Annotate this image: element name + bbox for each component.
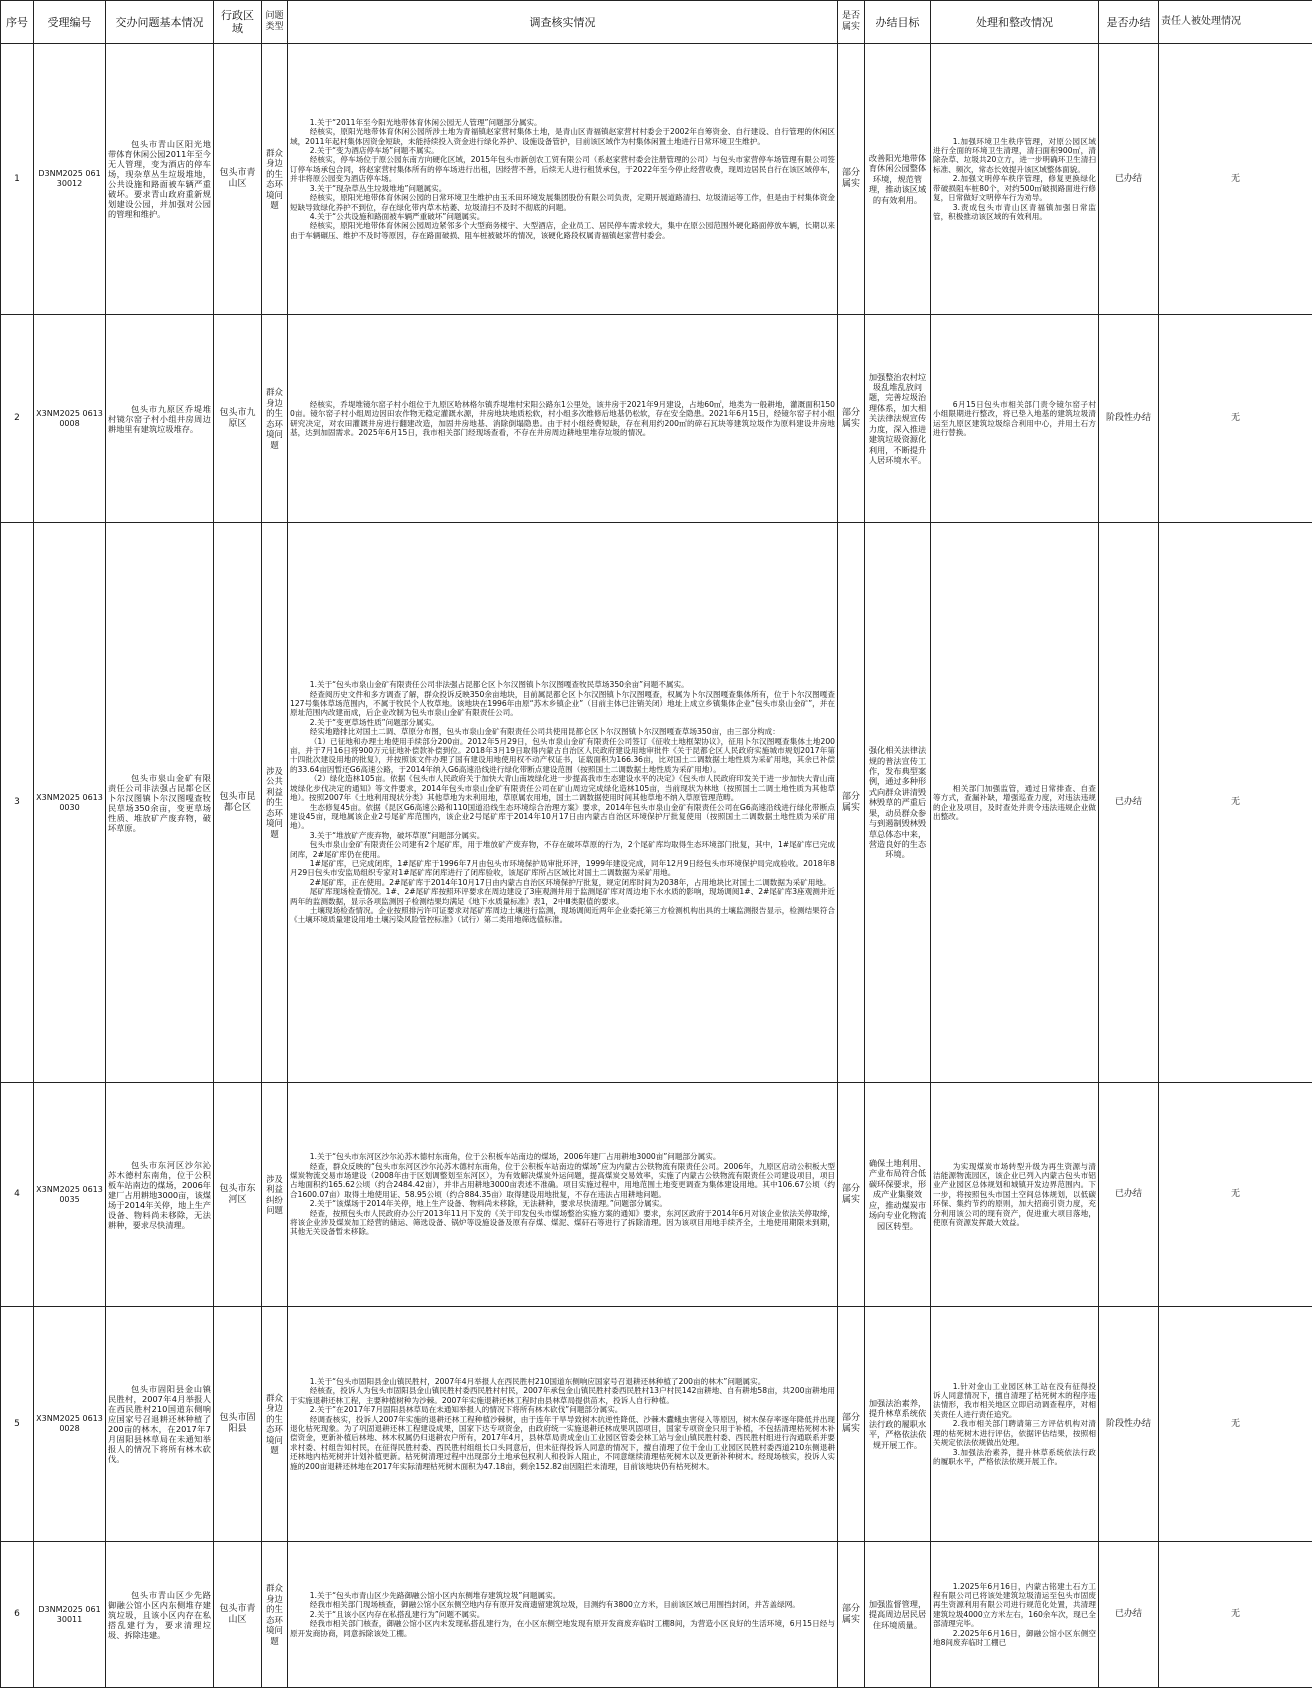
case-investigation-paragraph: 经我市相关部门现场核查，御融公馆小区东侧空地内存有原开发商遗留建筑垃圾，目测约有3800立方米，目前该区域已用围挡封闭，并苫盖绿网。 bbox=[290, 1600, 835, 1609]
case-factual: 部分属实 bbox=[838, 523, 865, 1083]
row-number: 2 bbox=[1, 315, 34, 523]
case-summary: 包头市青山区阳光地带体育休闲公园2011年至今无人管理，变为酒店的停车场，现杂草丛生垃圾堆地，公共设施和路面被车辆严重破坏。要求青山政府重新规划建设公园，并加强对公园的管理和维护。 bbox=[106, 44, 214, 315]
case-target: 加强整治农村垃圾乱堆乱放问题，完善垃圾治理体系，加大相关法律法规宣传力度，深入推进建筑垃圾资源化利用，不断提升人居环境水平。 bbox=[865, 315, 931, 523]
case-punished: 无 bbox=[1159, 44, 1312, 315]
case-concluded: 已办结 bbox=[1099, 44, 1159, 315]
case-investigation-paragraph: 4.关于“公共设施和路面被车辆严重破坏”问题属实。 bbox=[290, 212, 835, 221]
case-investigation-paragraph: 3.关于“堆放矿产废弃物，破坏草原”问题部分属实。 bbox=[290, 831, 835, 840]
case-investigation bbox=[288, 1083, 838, 1307]
case-factual: 部分属实 bbox=[838, 44, 865, 315]
case-target: 强化相关法律法规的普法宣传工作，发布典型案例，通过多种形式向群众讲清毁林毁草的严重后果，动员群众参与到遏制毁林毁草总体态中来，营造良好的生态环境。 bbox=[865, 523, 931, 1083]
table-row bbox=[1, 1083, 1312, 1307]
case-investigation-paragraph: 1.关于“包头市固阳县金山镇民胜村，2007年4月举报人在西民胜村210国道东侧响应国家号召退耕还林种植了200亩的林木”问题属实。 bbox=[290, 1377, 835, 1386]
header-category: 问题类型 bbox=[262, 1, 288, 44]
case-category: 群众身边的生态环境问题 bbox=[262, 315, 288, 523]
case-result bbox=[931, 523, 1099, 1083]
row-number: 6 bbox=[1, 1542, 34, 1688]
case-concluded: 阶段性办结 bbox=[1099, 1307, 1159, 1542]
case-region: 包头市固阳县 bbox=[214, 1307, 262, 1542]
case-investigation bbox=[288, 1307, 838, 1542]
case-summary: 包头市东河区沙尔沁苏木德村东南角，位于公积板车站南边的煤场，2006年建厂占用耕地3000亩，该煤场于2014年关停，地上生产设备、物料尚未移除，无法耕种，要求尽快清理。 bbox=[106, 1083, 214, 1307]
case-investigation-paragraph: 2.关于“变更草场性质”问题部分属实。 bbox=[290, 718, 835, 727]
case-summary: 包头市青山区少先路御融公馆小区内东侧堆存建筑垃圾，且该小区内存在私搭乱建行为，要求清理垃圾、拆除违建。 bbox=[106, 1542, 214, 1688]
case-investigation-paragraph: 1.关于“包头市泉山金矿有限责任公司非法强占昆都仑区卜尔汉图镇卜尔汉图嘎查牧民草场350余亩”问题不属实。 bbox=[290, 680, 835, 689]
case-result-paragraph: 6月15日包头市相关部门责令镜尔窑子村小组限期进行整改，将已垫入地基的建筑垃圾清运至九原区建筑垃圾综合利用中心，并用土石方进行替换。 bbox=[933, 400, 1096, 438]
case-result-paragraph: 1.针对金山工业园区林工站在没有征得投诉人同意情况下，擅自清理了枯死树木的程序违法情形，我市相关地区立即启动调查程序，对相关责任人进行责任追究。 bbox=[933, 1382, 1096, 1420]
case-result-paragraph: 2.加强文明停车秩序管理，修复更换绿化带破损阻车桩80个，对约500㎡破损路面进行修复，日常做好文明停车行为劝导。 bbox=[933, 174, 1096, 202]
case-investigation bbox=[288, 44, 838, 315]
case-investigation-paragraph: 经核实，原阳光地带体育休闲公园的日常环境卫生维护由玉禾田环境发展集团股份有限公司负责，定期开展道路清扫、垃圾清运等工作，但是由于村集体资金短缺导致绿化养护不到位，存在绿化带内草木枯萎、垃圾清扫不及时不彻底的问题。 bbox=[290, 193, 835, 212]
header-row bbox=[1, 1, 1312, 44]
case-investigation-paragraph: 经查，群众反映的“包头市东河区沙尔沁苏木德村东南角，位于公积板车站南边的煤场”应为内蒙古公铁物流有限责任公司。2006年，九原区启动公积板大型煤炭物流交易市场建设（2008年由于区划调整划至东河区），为有效解决煤炭外运问题，提高煤炭交易效率，实施了内蒙古公铁物流有限责任公司建设项目，项目占地面积约165.62公顷（约合2484.42亩），并非占用耕地3000亩表述不准确。项目实施过程中，用地范围土地变更调查为集体建设用地。其中106.67公顷（约合1600.07亩）取得土地使用证、58.95公顷（约合884.35亩）取得建设用地批复，不存在违法占用耕地问题。 bbox=[290, 1162, 835, 1200]
case-punished: 无 bbox=[1159, 1307, 1312, 1542]
case-result bbox=[931, 1083, 1099, 1307]
case-code: D3NM2025 06130012 bbox=[34, 44, 106, 315]
case-target: 加强法治素养，提升林草系统依法行政的履职水平，严格依法依规开展工作。 bbox=[865, 1307, 931, 1542]
case-investigation-paragraph: 1.关于“包头市东河区沙尔沁苏木德村东南角，位于公积板车站南边的煤场，2006年建厂占用耕地3000亩”问题部分属实。 bbox=[290, 1152, 835, 1161]
row-number: 3 bbox=[1, 523, 34, 1083]
case-category: 涉及利益纠纷问题 bbox=[262, 1083, 288, 1307]
row-number: 4 bbox=[1, 1083, 34, 1307]
case-result-paragraph: 2.我市相关部门聘请第三方评估机构对清理的枯死树木进行评估，依据评估结果，按照相关规定依法依规做出处理。 bbox=[933, 1419, 1096, 1447]
case-investigation-paragraph: 尾矿库现场检查情况。1#、2#尾矿库按照环评要求在周边建设了3座观测井用于监测尾矿库对周边地下水水质的影响，现场调阅1#、2#尾矿库3座观测井近两年的监测数据，显示各项监测因子检测结果均满足《地下水质量标准》表1，2中Ⅲ类限值的要求。 bbox=[290, 887, 835, 906]
case-result-paragraph: 2.2025年6月16日，御融公馆小区东侧空地8间废弃临时工棚已 bbox=[933, 1629, 1096, 1648]
case-result-paragraph: 3.责成包头市青山区青福镇加强日常监管，积极推动该区域的有效利用。 bbox=[933, 203, 1096, 222]
case-concluded: 阶段性办结 bbox=[1099, 315, 1159, 523]
case-investigation-paragraph: （1）已征地和办理土地使用手续部分200亩。2012年5月29日，包头市泉山金矿有限责任公司签订《征收土地框架协议》，征用卜尔汉图嘎查集体土地200亩，并于7月16日将900万元征地补偿款补偿到位。2018年3月19日取得内蒙古自治区人民政府建设用地审批件《关于昆都仑区人民政府实施城市规划2017年第十四批次建设用地的批复》，并按照该文件办理了国有建设用地使用权不动产权证书，证载面积为166.36亩，比对国土二调数据土地性质为采矿用地，其余已补偿的33.64亩因暂还G6高速公路，于2014年纳入G6高速沿线进行绿化带断点建设范围（按照国土二调数据土地性质为采矿用地）。 bbox=[290, 737, 835, 775]
header-region: 行政区域 bbox=[214, 1, 262, 44]
case-category: 群众身边的生态环境问题 bbox=[262, 1307, 288, 1542]
case-concluded: 已办结 bbox=[1099, 1542, 1159, 1688]
case-concluded: 已办结 bbox=[1099, 1083, 1159, 1307]
case-investigation-paragraph: 经调查核实，投诉人2007年实施的退耕还林工程种植沙棘树，由于连年干旱导致树木抗逆性降低、沙棘木蠹蛾虫害侵入等原因，树木保存率逐年降低并出现退化枯死现象。为了巩固退耕还林工程建设成果，国家下达专项资金，由政府统一实施退耕还林成果巩固项目，国家专项资金只用于补植，不包括清理枯死树木补偿资金，更新补植后林地、林木权属仍归退耕农户所有，2017年4月，县林草局责成金山工业园区管委会林工站与金山镇民胜村委、西民胜村组进行沟通联系并要求村委、村组告知村民，在征得民胜村委、西民胜村组组长口头同意后，但未征得投诉人同意的情况下，擅自清理了位于金山工业园区民胜村委西道210东侧退耕还林地内枯死树并计划补植更新。枯死树清理过程中出现部分土地承包权利人和投诉人阻止，不同意继续清理枯死树木以及更新补种树木。经现场核实，投诉人实施的200亩退耕还林地在2017年实际清理枯死树木面积为47.18亩，剩余152.82亩因阻拦未清理，目前该地块仍有枯死树木。 bbox=[290, 1415, 835, 1471]
case-investigation-paragraph: 经核实，停车场位于原公园东南方向硬化区域，2015年包头市新创农工贸有限公司（系赵家营村委会注册管理的公司）与包头市家营停车场管理有限公司签订停车场承包合同，将赵家营村集体所有的停车场进行出租，因经营不善，后续无人进行租赁承包，于2022年至今停止经营收费，现周边居民自行在该区域停车，并非将原公园变为酒店停车场。 bbox=[290, 155, 835, 183]
case-category: 群众身边的生态环境问题 bbox=[262, 1542, 288, 1688]
case-factual: 部分属实 bbox=[838, 1542, 865, 1688]
case-code: X3NM2025 06130008 bbox=[34, 315, 106, 523]
case-punished: 无 bbox=[1159, 1542, 1312, 1688]
case-investigation-paragraph: 1.关于“2011年至今阳光地带体育休闲公园无人管理”问题部分属实。 bbox=[290, 118, 835, 127]
row-number: 5 bbox=[1, 1307, 34, 1542]
case-code: D3NM2025 06130011 bbox=[34, 1542, 106, 1688]
case-result bbox=[931, 1307, 1099, 1542]
case-investigation-paragraph: 经我市相关部门核查，御融公馆小区内未发现私搭乱建行为，在小区东侧空地发现有原开发商废弃临时工棚8间，为营造小区良好的生活环境，6月15日经与原开发商协商，同意拆除该处工棚。 bbox=[290, 1619, 835, 1638]
case-result bbox=[931, 44, 1099, 315]
case-result-paragraph: 1.2025年6月16日，内蒙古铭建土石方工程有限公司已将该处建筑垃圾清运至包头市固废再生资源利用有限公司进行规范化处置，共清理建筑垃圾4000立方米左右，160余车次，现已全部清理完毕。 bbox=[933, 1582, 1096, 1629]
table-row bbox=[1, 44, 1312, 315]
case-punished: 无 bbox=[1159, 523, 1312, 1083]
table-row bbox=[1, 523, 1312, 1083]
case-concluded: 已办结 bbox=[1099, 523, 1159, 1083]
case-investigation-paragraph: 2#尾矿库，正在使用。2#尾矿库于2014年10月17日由内蒙古自治区环境保护厅批复，规定闭库时间为2038年，占用地块比对国土二调数据为采矿用地。 bbox=[290, 878, 835, 887]
case-investigation-paragraph: 经核查，投诉人为包头市固阳县金山镇民胜村委西民胜村村民，2007年承包金山镇民胜村委西民胜村13户村民142亩耕地、自有耕地58亩，共200亩耕地用于实施退耕还林工程，主要种植树种为沙棘。2007年实施退耕还林工程时由县林草局提供苗木，投诉人自行种植。 bbox=[290, 1386, 835, 1405]
case-target: 改善阳光地带体育休闲公园整体环境，规范管理，推动该区域的有效利用。 bbox=[865, 44, 931, 315]
case-investigation-paragraph: 2.关于“在2017年7月固阳县林草局在未通知举报人的情况下将所有林木砍伐”问题部分属实。 bbox=[290, 1405, 835, 1414]
case-result-paragraph: 相关部门加强监管，通过日常排查、自查等方式，查漏补缺，增强巡查力度，对违法违规的企业及项目，及时查处并责令违法违规企业做出整改。 bbox=[933, 784, 1096, 822]
case-investigation-paragraph: 2.关于“变为酒店停车场”问题不属实。 bbox=[290, 146, 835, 155]
case-summary: 包头市泉山金矿有限责任公司非法强占昆都仑区卜尔汉图镇卜尔汉图嘎查牧民草场350余亩，变更草场性质、堆放矿产废弃物，破坏草原。 bbox=[106, 523, 214, 1083]
case-investigation-paragraph: 1.关于“包头市青山区少先路御融公馆小区内东侧堆存建筑垃圾”问题属实。 bbox=[290, 1591, 835, 1600]
case-investigation bbox=[288, 523, 838, 1083]
case-region: 包头市青山区 bbox=[214, 1542, 262, 1688]
case-code: X3NM2025 06130028 bbox=[34, 1307, 106, 1542]
case-result-paragraph: 1.加强环境卫生秩序管理，对原公园区域进行全面的环境卫生清理，清扫面积900㎡，清除杂草、垃圾共20立方，进一步明确环卫生清扫标准、频次，常态长效提升该区域整体面貌。 bbox=[933, 137, 1096, 175]
case-category: 涉及公共利益的生态环境问题 bbox=[262, 523, 288, 1083]
case-investigation-paragraph: 包头市泉山金矿有限责任公司建有2个尾矿库，用于堆放矿产废弃物，不存在破坏草原的行为，2个尾矿库均取得生态环境部门批复，其中，1#尾矿库已完成闭库，2#尾矿库仍在使用。 bbox=[290, 840, 835, 859]
case-factual: 部分属实 bbox=[838, 1307, 865, 1542]
case-region: 包头市昆都仑区 bbox=[214, 523, 262, 1083]
case-category: 群众身边的生态环境问题 bbox=[262, 44, 288, 315]
case-investigation-paragraph: （2）绿化造林105亩。依据《包头市人民政府关于加快大青山南坡绿化进一步提高我市生态建设水平的决定》《包头市人民政府印发关于进一步加快大青山南坡绿化步伐决定的通知》等文件要求，2014年包头市泉山金矿有限责任公司在矿山周边完成绿化造林105亩，当前现状为林地（按照国土二调土地性质为其他草地）。按照2007年《土地利用现状分类》其他草地为未利用地，草原属农用地，国土二调数据使用时间其他草地不纳入草原管理范畴。 bbox=[290, 774, 835, 802]
case-code: X3NM2025 06130035 bbox=[34, 1083, 106, 1307]
case-punished: 无 bbox=[1159, 1083, 1312, 1307]
case-investigation-paragraph: 3.关于“现杂草丛生垃圾堆地”问题属实。 bbox=[290, 184, 835, 193]
case-result bbox=[931, 315, 1099, 523]
case-result bbox=[931, 1542, 1099, 1688]
case-target: 确保土地利用、产业布局符合低碳环保要求，形成产业集聚效应，推动煤炭市场向专业化物流园区转型。 bbox=[865, 1083, 931, 1307]
case-summary: 包头市九原区乔堤堆村镜尔窑子村小组井房周边耕地里有建筑垃圾堆存。 bbox=[106, 315, 214, 523]
header-no: 序号 bbox=[1, 1, 34, 44]
header-investigation: 调查核实情况 bbox=[288, 1, 838, 44]
header-summary: 交办问题基本情况 bbox=[106, 1, 214, 44]
table-row bbox=[1, 1542, 1312, 1688]
header-concluded: 是否办结 bbox=[1099, 1, 1159, 44]
case-investigation bbox=[288, 315, 838, 523]
row-number: 1 bbox=[1, 44, 34, 315]
header-code: 受理编号 bbox=[34, 1, 106, 44]
case-investigation-paragraph: 2.关于“该煤场于2014年关停，地上生产设备、物料尚未移除，无法耕种，要求尽快清理。”问题部分属实。 bbox=[290, 1199, 835, 1208]
case-investigation bbox=[288, 1542, 838, 1688]
case-summary: 包头市固阳县金山镇民胜村，2007年4月举报人在西民胜村210国道东侧响应国家号召退耕还林种植了200亩的林木，在2017年7月固阳县林草局在未通知举报人的情况下将所有林木砍伐。 bbox=[106, 1307, 214, 1542]
case-investigation-paragraph: 2.关于“且该小区内存在私搭乱建行为”问题不属实。 bbox=[290, 1610, 835, 1619]
case-investigation-paragraph: 1#尾矿库，已完成闭库，1#尾矿库于1996年7月由包头市环境保护局审批环评，1999年建设完成，同年12月9日经包头市环境保护局完成验收。2018年8月29日包头市安监局组织专家对1#尾矿库闭库进行了闭库验收，该尾矿库所占区域比对国土二调数据为采矿用地。 bbox=[290, 859, 835, 878]
case-result-paragraph: 为实现煤炭市场转型升级为再生资源与清洁能源物流园区，该企业已列入内蒙古包头市铝业产业园区总体规划和城镇开发边界范围内。下一步，将按照包头市国土空间总体规划，以低碳环保、集约节约的原则，加大招商引资力度，充分利用该公司的现有资产，促进重大项目落地，使原有资源发挥最大效益。 bbox=[933, 1162, 1096, 1228]
case-factual: 部分属实 bbox=[838, 1083, 865, 1307]
case-investigation-paragraph: 生态修复45亩。依据《昆区G6高速公路和110国道沿线生态环境综合治理方案》要求，2014年包头市泉山金矿有限责任公司在G6高速沿线进行绿化带断点建设45亩，现地属该企业2号尾矿库范围内，该企业2号尾矿库于2014年10月17日由内蒙古自治区环境保护厅批复使用（按照国土二调数据土地性质为采矿用地）。 bbox=[290, 803, 835, 831]
header-target: 办结目标 bbox=[865, 1, 931, 44]
header-punished: 责任人被处理情况 bbox=[1159, 1, 1312, 44]
case-investigation-paragraph: 经实地踏排比对国土二调、草原分布图，包头市泉山金矿有限责任公司共使用昆都仑区卜尔汉图镇卜尔汉图嘎查草场350亩，由三部分构成： bbox=[290, 727, 835, 736]
case-factual: 部分属实 bbox=[838, 315, 865, 523]
case-target: 加强监督管理，提高周边居民居住环境质量。 bbox=[865, 1542, 931, 1688]
case-code: X3NM2025 06130030 bbox=[34, 523, 106, 1083]
table-row bbox=[1, 315, 1312, 523]
case-investigation-paragraph: 经查阅历史文件和多方调查了解，群众投诉反映350余亩地块，目前属昆都仑区卜尔汉图镇卜尔汉图嘎查，权属为卜尔汉图嘎查集体所有，位于卜尔汉图嘎查127号集体草场范围内，不属于牧民个人牧草地。该地块在1996年由原“苏木乡镇企业”（目前主体已注销关闭）地址上成立乡镇集体企业“包头市泉山金矿”，并在原址范围内改建而成，后企业改制为包头市泉山金矿有限责任公司。 bbox=[290, 690, 835, 718]
case-investigation-paragraph: 经查，按照包头市人民政府办公厅2013年11月下发的《关于印发包头市煤场整治实施方案的通知》要求，东河区政府于2014年6月对该企业依法关停取缔，将该企业涉及煤炭加工经营的储运、筛选设备、锅炉等设施设备及原有存煤、煤泥、煤矸石等进行了拆除清理。因为该项目用地手续齐全，土地使用期限未到期，其他无关设备暂未移除。 bbox=[290, 1209, 835, 1237]
case-region: 包头市青山区 bbox=[214, 44, 262, 315]
table-row bbox=[1, 1307, 1312, 1542]
case-punished: 无 bbox=[1159, 315, 1312, 523]
case-investigation-paragraph: 土壤现场检查情况。企业按照排污许可证要求对尾矿库周边土壤进行监测，现场调阅近两年企业委托第三方检测机构出具的土壤监测报告显示，检测结果符合《土壤环境质量建设用地土壤污染风险管控标准》（试行）第二类用地筛选值标准。 bbox=[290, 906, 835, 925]
case-investigation-paragraph: 经核实，原阳光地带体育休闲公园周边紧邻多个大型商务楼宇、大型酒店，企业员工、居民停车需求较大，集中在原公园范围外硬化路面停放车辆，长期以来由于车辆碾压、维护不及时等原因，存在路面破损、阻车桩被破坏的情况，该硬化路段权属青福镇赵家营村委会。 bbox=[290, 221, 835, 240]
case-region: 包头市九原区 bbox=[214, 315, 262, 523]
case-result-paragraph: 3.加强法治素养，提升林草系统依法行政的履职水平，严格依法依规开展工作。 bbox=[933, 1448, 1096, 1467]
case-investigation-paragraph: 经核实，原阳光地带体育休闲公园所涉土地为青福镇赵家营村集体土地，是青山区青福镇赵家营村村委会于2002年自筹资金、自行建设、自行管理的休闲区域，2011年起村集体因资金短缺，未能持续投入资金进行绿化养护、设施设备管护，目前该区域作为村集体闲置土地进行日常环境卫生维护。 bbox=[290, 127, 835, 146]
header-factual: 是否属实 bbox=[838, 1, 865, 44]
case-investigation-paragraph: 经核实，乔堤堆镜尔窑子村小组位于九原区哈林格尔镇乔堤堆村宋阳公路东1公里处，该井房于2021年9月建设，占地60㎡，地类为一般耕地，灌溉面积1500亩。镜尔窑子村小组周边因田农作物无稳定灌溉水源，井房地块地质松软，村小组多次维修后地基仍松软，存在安全隐患。2021年6月15日，经镜尔窑子村小组研究决定，对农田灌溉井房进行翻建改造，加固井房地基、消除倒塌隐患。由于村小组经费短缺，存在利用约200㎡的碎石瓦块等建筑垃圾作为原料建设井房地基，达到加固需求。2025年6月15日，我市相关部门经现场查看，不存在井房周边耕地里堆存垃圾的情况。 bbox=[290, 400, 835, 438]
header-result: 处理和整改情况 bbox=[931, 1, 1099, 44]
case-region: 包头市东河区 bbox=[214, 1083, 262, 1307]
